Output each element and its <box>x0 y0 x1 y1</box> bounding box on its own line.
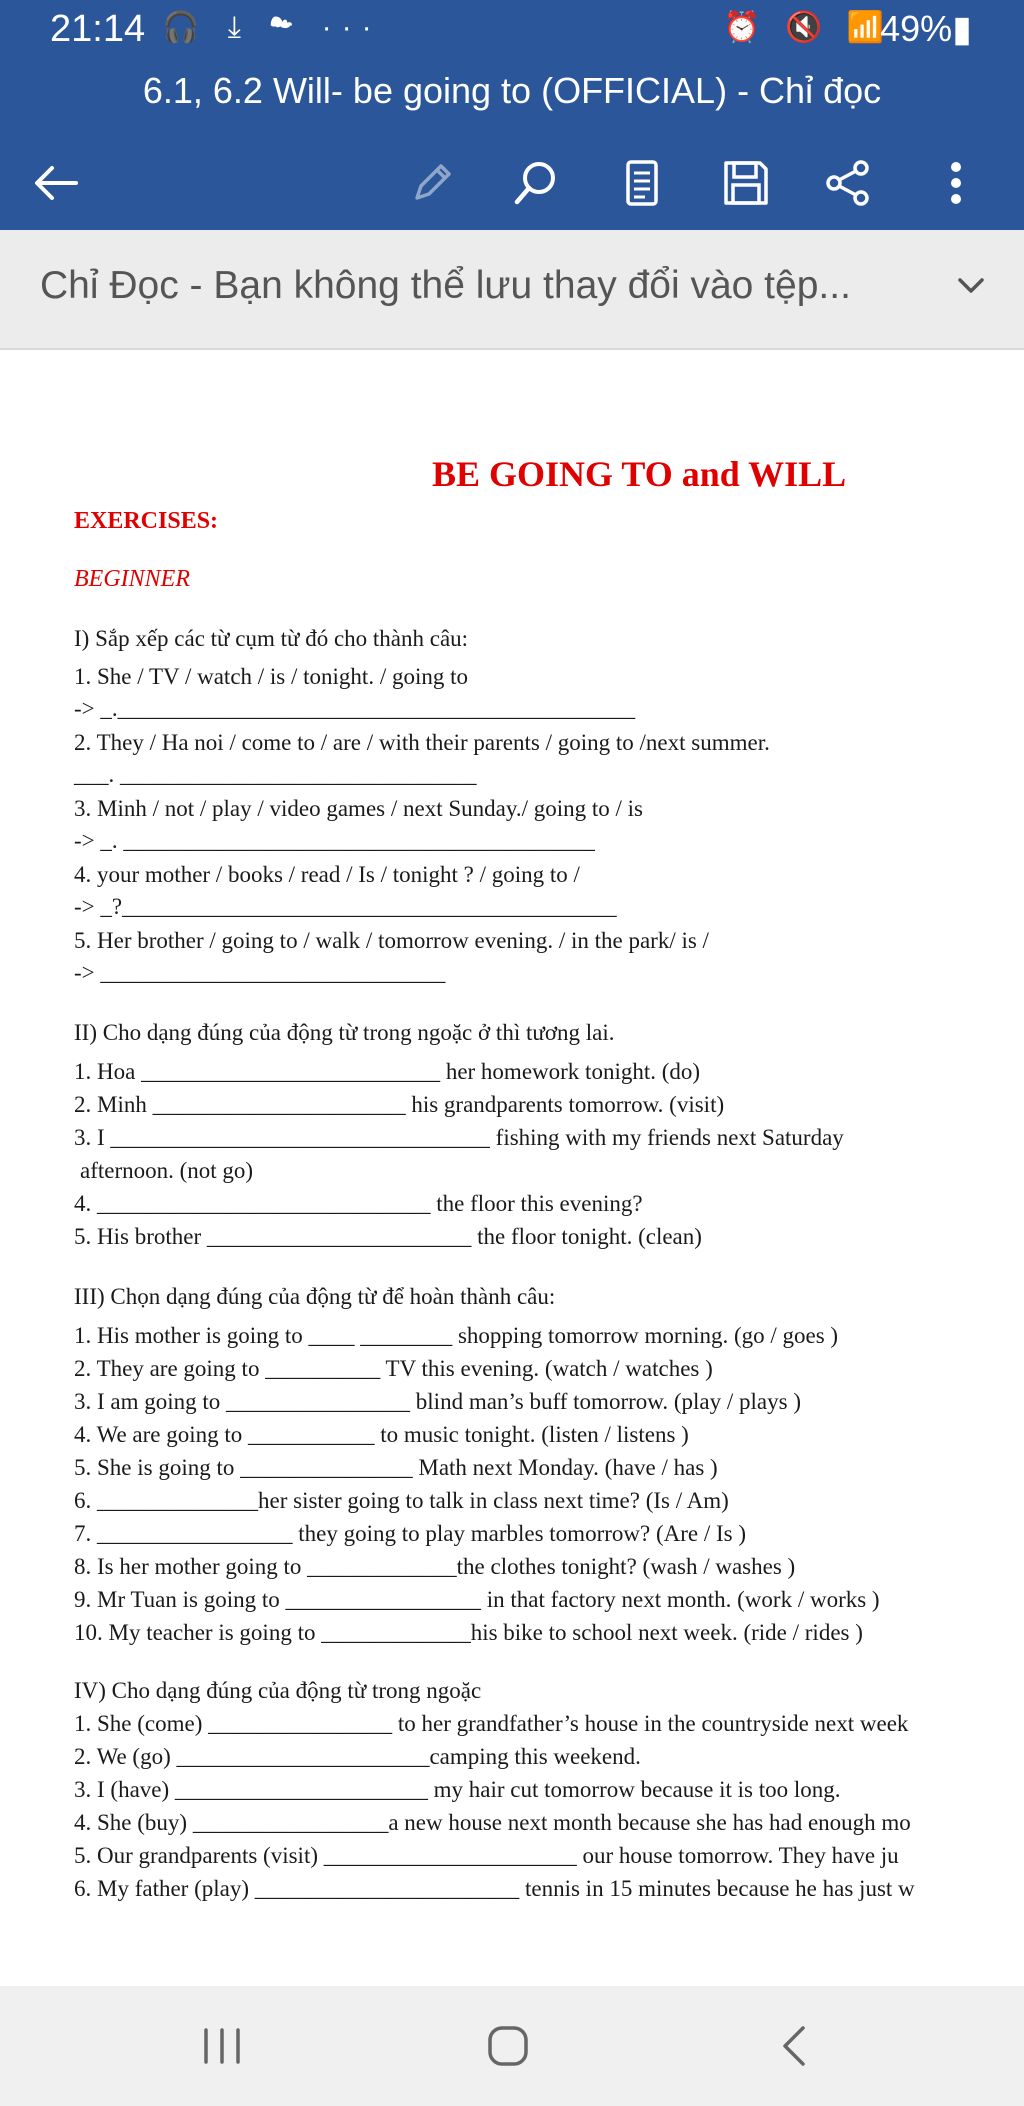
exercise-line: afternoon. (not go) <box>80 1158 254 1183</box>
answer-line: -> ______________________________ <box>74 960 446 985</box>
section-heading: I) Sắp xếp các từ cụm từ đó cho thành câu: <box>74 626 469 651</box>
exercise-line: 2. Minh ______________________ his grandparents tomorrow. (visit) <box>74 1092 725 1117</box>
read-only-message: Chỉ Đọc - Bạn không thể lưu thay đổi vào tệp... <box>40 264 851 307</box>
save-button[interactable] <box>706 136 786 230</box>
level-label: BEGINNER <box>74 566 190 592</box>
exercise-line: 5. Our grandparents (visit) ______________________ our house tomorrow. They have ju <box>74 1843 899 1868</box>
document-heading: BE GOING TO and WILL <box>432 454 847 494</box>
exercise-line: 6. ______________her sister going to talk in class next time? (Is / Am) <box>74 1488 729 1513</box>
system-nav-bar <box>0 1986 1024 2106</box>
battery-indicator: 49%▮ <box>880 8 972 49</box>
app-header <box>0 58 1024 230</box>
exercise-line: 6. My father (play) _______________________ tennis in 15 minutes because he has just w <box>74 1876 915 1901</box>
read-only-banner[interactable] <box>0 230 1024 350</box>
home-button[interactable] <box>448 1986 568 2106</box>
exercise-line: 4. She (buy) _________________a new house next month because she has had enough mo <box>74 1810 911 1835</box>
share-icon <box>824 160 872 206</box>
search-button[interactable] <box>496 136 576 230</box>
share-button[interactable] <box>808 136 888 230</box>
exercise-line: 1. Hoa __________________________ her homework tonight. (do) <box>74 1059 701 1084</box>
document-title: 6.1, 6.2 Will- be going to (OFFICIAL) - Chỉ đọc <box>142 70 882 111</box>
read-mode-icon <box>625 159 659 207</box>
exercise-line: 9. Mr Tuan is going to _________________ in that factory next month. (work / works ) <box>74 1587 880 1612</box>
status-bar <box>0 0 1024 58</box>
exercise-line: 2. They are going to __________ TV this evening. (watch / watches ) <box>74 1356 713 1381</box>
exercise-line: 4. your mother / books / read / Is / tonight ? / going to / <box>74 862 580 887</box>
edit-icon <box>409 160 455 206</box>
read-mode-button[interactable] <box>602 136 682 230</box>
toolbar <box>0 136 1024 230</box>
exercise-line: 5. His brother _______________________ the floor tonight. (clean) <box>74 1224 702 1249</box>
system-status-icons: ⏰ 🔇 📶 <box>723 11 892 44</box>
document-page <box>0 350 1024 1986</box>
home-icon <box>486 2024 530 2068</box>
search-icon <box>511 158 561 208</box>
more-icon <box>949 161 963 205</box>
exercise-line: 8. Is her mother going to _____________the clothes tonight? (wash / washes ) <box>74 1554 796 1579</box>
exercise-line: 1. His mother is going to ____ ________ shopping tomorrow morning. (go / goes ) <box>74 1323 839 1348</box>
recent-apps-icon <box>200 2027 244 2065</box>
exercise-line: 3. I _________________________________ fishing with my friends next Saturday <box>74 1125 844 1150</box>
exercise-line: 3. I (have) ______________________ my hair cut tomorrow because it is too long. <box>74 1777 841 1802</box>
exercise-line: 1. She (come) ________________ to her grandfather’s house in the countryside next week <box>74 1711 909 1736</box>
exercise-line: 2. We (go) ______________________camping this weekend. <box>74 1744 641 1769</box>
exercises-label: EXERCISES: <box>74 508 219 534</box>
back-nav-icon <box>779 2024 809 2068</box>
section-heading: II) Cho dạng đúng của động từ trong ngoặc ở thì tương lai. <box>74 1020 615 1045</box>
answer-line: -> _. _________________________________________ <box>74 828 595 853</box>
edit-button[interactable] <box>392 136 472 230</box>
answer-line: -> _._____________________________________________ <box>74 696 636 721</box>
exercise-line: 5. Her brother / going to / walk / tomorrow evening. / in the park/ is / <box>74 928 709 953</box>
section-heading: IV) Cho dạng đúng của động từ trong ngoặc <box>74 1678 482 1703</box>
exercise-line: 1. She / TV / watch / is / tonight. / going to <box>74 664 468 689</box>
chevron-down-icon[interactable] <box>954 268 988 302</box>
more-options-button[interactable] <box>916 136 996 230</box>
notification-icons: 🎧 ⤓ ☁ ··· <box>162 11 382 44</box>
exercise-line: 10. My teacher is going to _____________his bike to school next week. (ride / rides ) <box>74 1620 863 1645</box>
exercise-line: 3. I am going to ________________ blind man’s buff tomorrow. (play / plays ) <box>74 1389 801 1414</box>
section-heading: III) Chọn dạng đúng của động từ để hoàn thành câu: <box>74 1284 556 1309</box>
status-time: 21:14 <box>50 8 146 50</box>
recent-apps-button[interactable] <box>162 1986 282 2106</box>
exercise-line: 3. Minh / not / play / video games / next Sunday./ going to / is <box>74 796 644 821</box>
save-icon <box>722 159 770 207</box>
answer-line: ___. _______________________________ <box>74 762 477 787</box>
back-icon <box>32 163 80 203</box>
back-nav-button[interactable] <box>734 1986 854 2106</box>
exercise-line: 5. She is going to _______________ Math next Monday. (have / has ) <box>74 1455 718 1480</box>
exercise-line: 4. We are going to ___________ to music tonight. (listen / listens ) <box>74 1422 689 1447</box>
exercise-line: 7. _________________ they going to play marbles tomorrow? (Are / Is ) <box>74 1521 746 1546</box>
answer-line: -> _?___________________________________________ <box>74 894 617 919</box>
exercise-line: 2. They / Ha noi / come to / are / with their parents / going to /next summer. <box>74 730 770 755</box>
exercise-line: 4. _____________________________ the floor this evening? <box>74 1191 643 1216</box>
back-button[interactable] <box>16 136 96 230</box>
